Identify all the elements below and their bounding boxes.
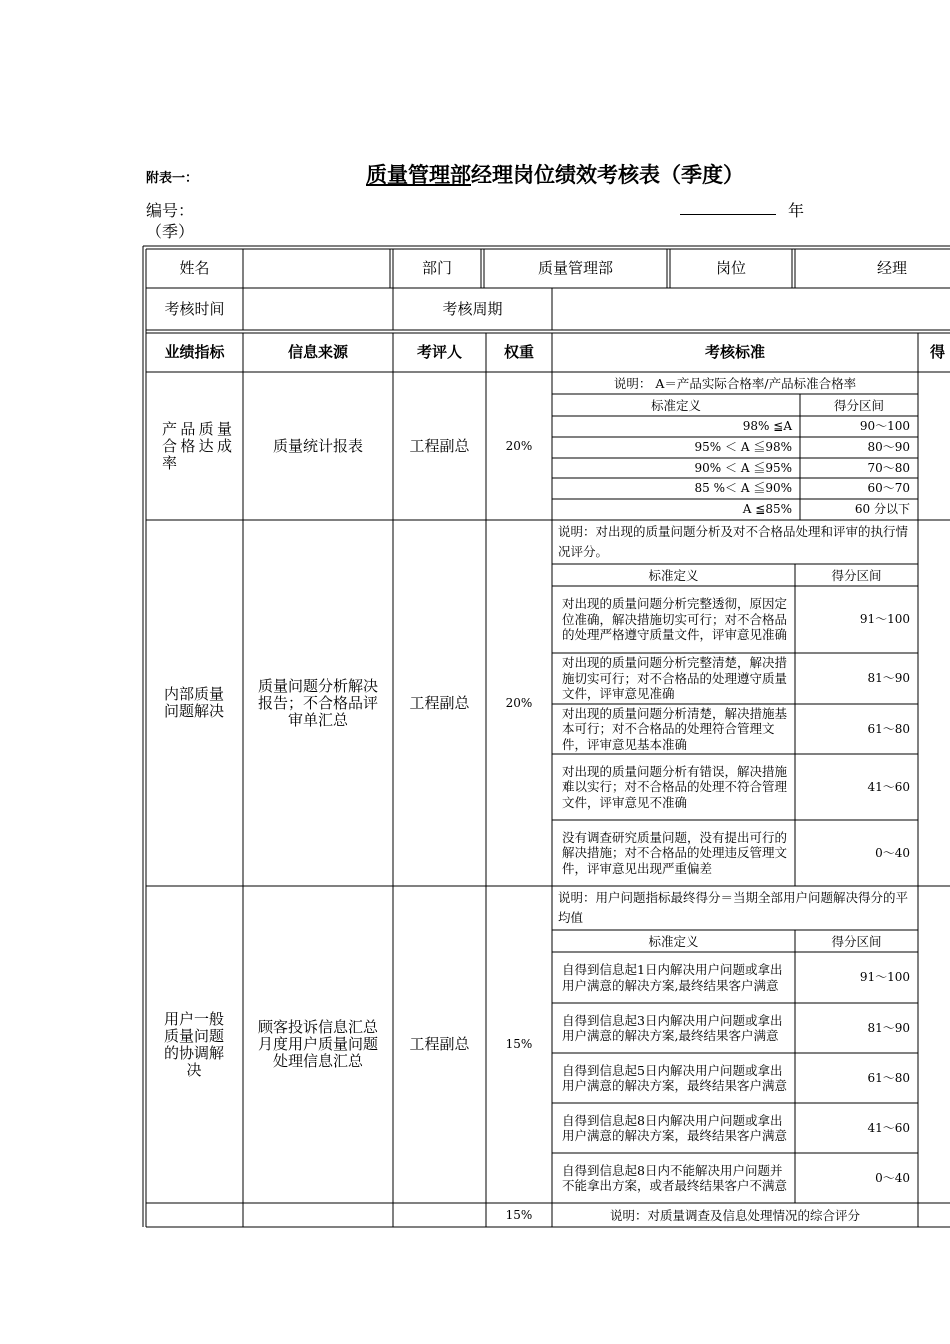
col-header-indicator: 业绩指标 (164, 343, 225, 361)
note-section-2: 说明：对出现的质量问题分析及对不合格品处理和评审的执行情况评分。 (558, 524, 909, 559)
col-header-weight: 权重 (503, 343, 534, 361)
post-label: 岗位 (715, 259, 746, 277)
assessment-period-label: 考核周期 (442, 299, 503, 318)
page-title (366, 159, 744, 189)
evaluator-section-2: 工程副总 (409, 693, 470, 712)
quarter-label: （季） (146, 222, 195, 241)
weight-section-2: 20% (505, 695, 533, 710)
source-section-3: 顾客投诉信息汇总月度用户质量问题处理信息汇总 (257, 1018, 378, 1070)
weight-section-3: 15% (505, 1037, 533, 1051)
year-blank-line (680, 214, 776, 215)
table-row-definition: A ≦85% (742, 502, 792, 516)
table-row-range: 61～80 (867, 1070, 910, 1085)
weight-section-4: 15% (505, 1207, 533, 1222)
table-row-range: 81～90 (867, 671, 910, 685)
sub-header-range: 得分区间 (833, 397, 884, 413)
table-row-definition: 没有调查研究质量问题，没有提出可行的解决措施；对不合格品的处理违反管理文件，评审意见出现严重偏差 (562, 829, 788, 876)
indicator-customer-issues: 用户一般质量问题的协调解决 (163, 1009, 224, 1079)
indicator-product-quality: 产品质量合格达成率 (162, 419, 235, 472)
weight-section-1: 20% (505, 438, 533, 453)
table-row-definition: 对出现的质量问题分析完整透彻，原因定位准确，解决措施切实可行；对不合格品的处理严格遵守质量文件，评审意见准确 (562, 596, 788, 643)
table-row-range: 41～60 (867, 779, 910, 794)
assessment-time-label: 考核时间 (164, 299, 225, 318)
table-row-definition: 自得到信息起8日内不能解决用户问题并不能拿出方案，或者最终结果客户不满意 (562, 1162, 788, 1193)
table-row-range: 70～80 (867, 460, 910, 475)
post-value[interactable]: 经理 (876, 259, 907, 277)
evaluator-section-3: 工程副总 (409, 1035, 470, 1053)
table-row-range: 90～100 (859, 419, 910, 433)
table-row-definition: 对出现的质量问题分析有错误，解决措施难以实行；对不合格品的处理不符合管理文件，评审意见不准确 (562, 763, 788, 810)
table-row-definition: 自得到信息起1日内解决用户问题或拿出用户满意的解决方案,最终结果客户满意 (562, 962, 783, 993)
table-row-range: 0～40 (875, 1170, 910, 1185)
sub-header-definition: 标准定义 (648, 567, 699, 583)
title-rest: 经理岗位绩效考核表（季度） (471, 162, 744, 187)
note-section-1: 说明： A＝产品实际合格率/产品标准合格率 (613, 375, 857, 391)
evaluator-section-1: 工程副总 (409, 436, 470, 455)
table-row-range: 91～100 (859, 612, 910, 626)
table-row-range: 60 分以下 (854, 502, 910, 516)
table-row-definition: 对出现的质量问题分析完整清楚，解决措施切实可行；对不合格品的处理遵守质量文件，评审意见准确 (562, 655, 788, 702)
sub-header-range: 得分区间 (831, 567, 882, 583)
name-label: 姓名 (179, 259, 210, 277)
assessment-period-value[interactable] (552, 288, 950, 330)
table-row-definition: 自得到信息起5日内解决用户问题或拿出用户满意的解决方案，最终结果客户满意 (562, 1062, 788, 1093)
table-row-range: 0～40 (875, 845, 910, 860)
serial-label: 编号： (146, 201, 195, 220)
indicator-internal-quality: 内部质量问题解决 (163, 685, 224, 720)
note-section-4: 说明：对质量调查及信息处理情况的综合评分 (609, 1207, 860, 1223)
department-value[interactable]: 质量管理部 (537, 259, 613, 277)
table-row-definition: 85 %＜ A ≦90% (694, 481, 792, 495)
table-row-range: 80～90 (867, 440, 910, 454)
sub-header-definition: 标准定义 (648, 933, 699, 949)
table-row-definition: 98% ≦A (742, 419, 792, 433)
attachment-label: 附表一： (146, 171, 199, 186)
col-header-standard: 考核标准 (704, 343, 765, 361)
assessment-time-value[interactable] (243, 288, 393, 330)
table-row-range: 91～100 (859, 970, 910, 984)
year-label: 年 (788, 201, 805, 220)
department-label: 部门 (421, 259, 452, 277)
note-section-3: 说明：用户问题指标最终得分＝当期全部用户问题解决得分的平均值 (558, 890, 909, 925)
title-department: 质量管理部 (366, 162, 471, 187)
col-header-score: 得 (930, 343, 946, 361)
table-row-definition: 自得到信息起3日内解决用户问题或拿出用户满意的解决方案,最终结果客户满意 (562, 1012, 783, 1043)
table-row-definition: 对出现的质量问题分析清楚，解决措施基本可行；对不合格品的处理符合管理文件，评审意见基本准确 (562, 705, 788, 752)
sub-header-range: 得分区间 (831, 933, 882, 949)
col-header-source: 信息来源 (287, 343, 348, 361)
name-value[interactable] (243, 249, 390, 288)
sub-header-definition: 标准定义 (650, 397, 701, 413)
table-row-range: 61～80 (867, 721, 910, 736)
source-section-2: 质量问题分析解决报告；不合格品评审单汇总 (257, 676, 378, 729)
table-row-definition: 自得到信息起8日内解决用户问题或拿出用户满意的解决方案，最终结果客户满意 (562, 1112, 788, 1143)
source-section-1: 质量统计报表 (272, 436, 363, 455)
table-row-range: 81～90 (867, 1020, 910, 1035)
table-row-definition: 95% ＜ A ≦98% (694, 440, 792, 454)
table-row-range: 60～70 (867, 481, 910, 495)
table-row-definition: 90% ＜ A ≦95% (694, 460, 792, 475)
table-row-range: 41～60 (867, 1120, 910, 1135)
col-header-evaluator: 考评人 (416, 343, 462, 361)
